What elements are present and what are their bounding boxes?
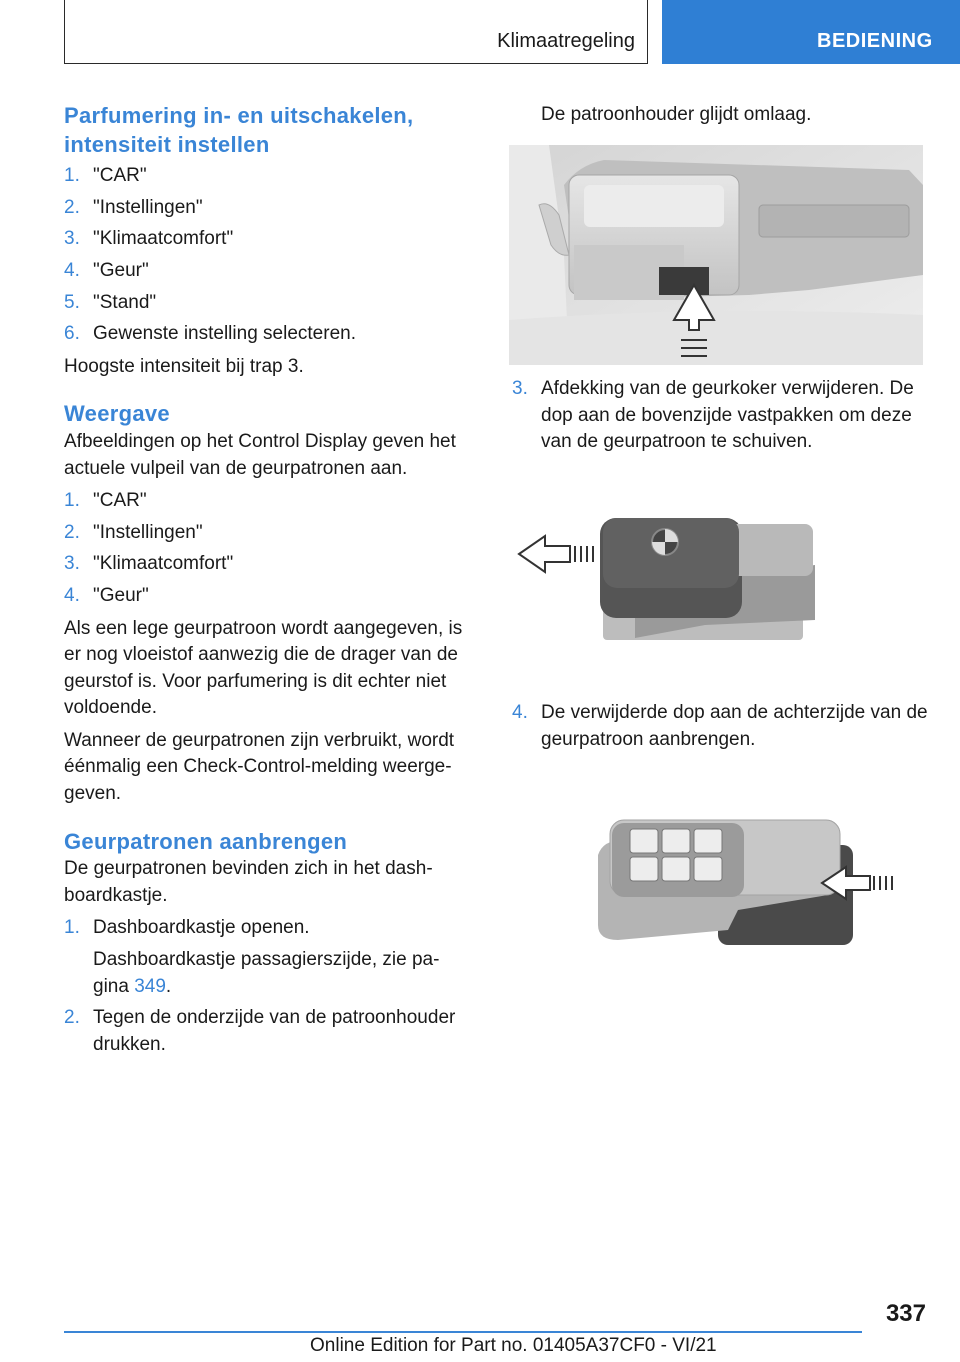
steps-parfumering bbox=[64, 163, 464, 348]
page-link-349[interactable]: 349 bbox=[134, 975, 166, 997]
step-number: 2. bbox=[64, 521, 80, 543]
step-text: "Geur" bbox=[93, 584, 149, 606]
step-number: 6. bbox=[64, 323, 80, 345]
glovebox-photo bbox=[509, 145, 923, 365]
step-number: 2. bbox=[64, 1007, 80, 1029]
intensity-note: Hoogste intensiteit bij trap 3. bbox=[64, 355, 304, 377]
step-number: 1. bbox=[64, 490, 80, 512]
edition-info: Online Edition for Part no. 01405A37CF0 - VI/21 bbox=[310, 1335, 717, 1356]
cap-attach-illustration bbox=[598, 815, 898, 950]
step-number: 1. bbox=[64, 917, 80, 939]
heading-weergave: Weergave bbox=[64, 401, 170, 427]
step-number: 2. bbox=[64, 196, 80, 218]
step-text: "Klimaatcomfort" bbox=[93, 553, 234, 575]
step-number: 4. bbox=[64, 259, 80, 281]
heading-parfumering: Parfumering in- en uitschakelen, intensiteit instellen bbox=[64, 103, 414, 157]
list-item bbox=[64, 321, 464, 348]
weergave-intro: Afbeeldingen op het Control Display geven het actuele vulpeil van de geurpatronen aan. bbox=[64, 430, 456, 479]
list-item bbox=[64, 258, 464, 285]
header-frame bbox=[64, 0, 648, 64]
step-text: Tegen de onderzijde van de patroonhouder drukken. bbox=[93, 1007, 456, 1055]
step-text: De verwijderde dop aan de achterzijde van de geurpatroon aanbrengen. bbox=[541, 702, 928, 750]
step-text: "CAR" bbox=[93, 490, 147, 512]
list-item bbox=[64, 290, 464, 317]
check-control-note: Wanneer de geurpatronen zijn verbruikt, wordt éénmalig een Check-Control-melding weergegeven. bbox=[64, 729, 455, 805]
step-text: "Instellingen" bbox=[93, 521, 203, 543]
subtext-post: . bbox=[165, 975, 172, 997]
left-column bbox=[64, 102, 464, 1064]
steps-weergave bbox=[64, 488, 464, 609]
step-3-list bbox=[512, 376, 932, 461]
step-4-list bbox=[512, 700, 932, 758]
step-text: "Klimaatcomfort" bbox=[93, 228, 234, 250]
step-text: "CAR" bbox=[93, 165, 147, 187]
list-item bbox=[512, 700, 932, 753]
step-number: 3. bbox=[64, 228, 80, 250]
heading-geurpatronen: Geurpatronen aanbrengen bbox=[64, 828, 348, 854]
step-text: Dashboardkastje openen. bbox=[93, 917, 310, 939]
step-number: 3. bbox=[64, 553, 80, 575]
list-item bbox=[64, 915, 464, 1000]
list-item bbox=[64, 195, 464, 222]
step-text: "Geur" bbox=[93, 259, 149, 281]
step-number: 4. bbox=[64, 584, 80, 606]
geurpatronen-intro: De geurpatronen bevinden zich in het dashboardkastje. bbox=[64, 858, 433, 906]
step-number: 5. bbox=[64, 291, 80, 313]
footer-divider bbox=[64, 1331, 862, 1333]
list-item bbox=[64, 226, 464, 253]
list-item bbox=[64, 163, 464, 190]
page-number: 337 bbox=[885, 1300, 926, 1327]
chapter-tab-label: BEDIENING bbox=[817, 30, 933, 52]
step-text: "Instellingen" bbox=[93, 196, 203, 218]
list-item bbox=[512, 376, 932, 456]
chapter-tab[interactable] bbox=[662, 0, 960, 64]
step-text: Gewenste instelling selecteren. bbox=[93, 323, 356, 345]
step-number: 3. bbox=[512, 378, 528, 399]
list-item bbox=[64, 488, 464, 515]
step-text: Afdekking van de geurkoker verwijderen. De dop aan de bovenzijde vastpakken om deze van de geurpatroon te schuiven. bbox=[541, 378, 914, 453]
list-item bbox=[64, 1005, 464, 1058]
section-title: Klimaatregeling bbox=[497, 30, 635, 52]
step-text: "Stand" bbox=[93, 291, 157, 313]
list-item bbox=[64, 583, 464, 610]
continuation-text: De patroonhouder glijdt omlaag. bbox=[541, 104, 812, 125]
steps-geurpatronen bbox=[64, 915, 464, 1058]
cartridge-cap-removal-illustration bbox=[515, 510, 815, 650]
step-subtext bbox=[93, 947, 464, 1000]
subtext-pre: Dashboardkastje passagierszijde, zie pagina bbox=[93, 949, 440, 997]
step-number: 4. bbox=[512, 702, 528, 723]
step-number: 1. bbox=[64, 165, 80, 187]
list-item bbox=[64, 551, 464, 578]
empty-cartridge-note: Als een lege geurpatroon wordt aangegeven, is er nog vloeistof aanwezig die de drager van de geurstof is. Voor parfumering is dit echter niet voldoende. bbox=[64, 617, 463, 719]
list-item bbox=[64, 520, 464, 547]
